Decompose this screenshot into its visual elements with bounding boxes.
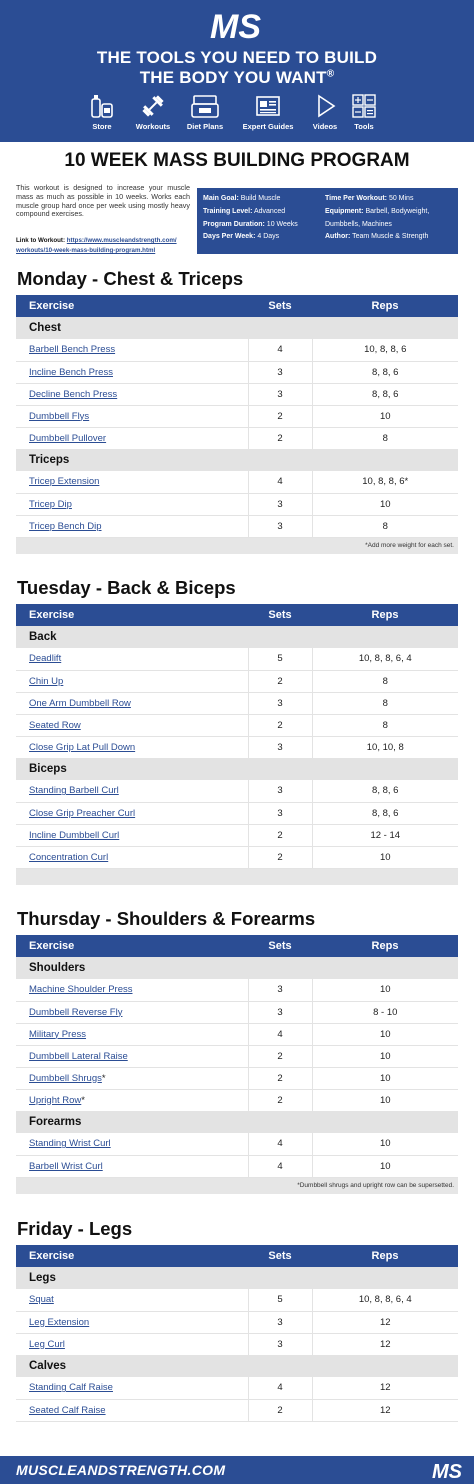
sets-value: 3: [248, 1333, 312, 1355]
sets-value: 3: [248, 1311, 312, 1333]
sets-value: 2: [248, 846, 312, 868]
exercise-link[interactable]: Concentration Curl: [29, 851, 109, 863]
table-row: [16, 1001, 458, 1023]
day-title-monday: Monday - Chest & Triceps: [17, 268, 244, 289]
workout-link-block: [16, 236, 192, 256]
col-reps: Reps: [312, 1245, 458, 1267]
info-author: Author: Team Muscle & Strength: [325, 233, 429, 240]
sets-value: 4: [248, 1133, 312, 1155]
reps-value: 10, 8, 8, 6: [312, 339, 458, 361]
group-row: Back: [16, 626, 458, 648]
table-row: [16, 1333, 458, 1355]
table-header: [16, 1245, 458, 1267]
sets-value: 5: [248, 648, 312, 670]
tools-icon: [351, 93, 377, 119]
group-row: Forearms: [16, 1111, 458, 1133]
info-main-goal: Main Goal: Build Muscle: [203, 195, 281, 202]
workout-link-cont[interactable]: workouts/10-week-mass-building-program.html: [16, 247, 156, 254]
table-row: [16, 979, 458, 1001]
col-exercise: Exercise: [16, 295, 248, 317]
day-title-friday: Friday - Legs: [17, 1218, 133, 1239]
reps-value: 8 - 10: [312, 1001, 458, 1023]
exercise-link[interactable]: Incline Bench Press: [29, 366, 113, 378]
exercise-link[interactable]: Close Grip Preacher Curl: [29, 807, 136, 819]
table-row: [16, 846, 458, 868]
table-footnote: *Add more weight for each set.: [16, 537, 458, 554]
col-exercise: Exercise: [16, 604, 248, 626]
sets-value: 4: [248, 1155, 312, 1177]
nav-diet-plans[interactable]: [170, 93, 240, 131]
col-sets: Sets: [248, 935, 312, 957]
reps-value: 10: [312, 1067, 458, 1089]
reps-value: 12: [312, 1377, 458, 1399]
program-info-box: [197, 188, 458, 254]
reps-value: 8: [312, 515, 458, 537]
exercise-link[interactable]: Standing Calf Raise: [29, 1382, 113, 1394]
page-title: 10 WEEK MASS BUILDING PROGRAM: [64, 150, 410, 171]
col-exercise: Exercise: [16, 1245, 248, 1267]
nav-expert-guides-label: Expert Guides: [242, 122, 294, 131]
table-footnote: *Dumbbell shrugs and upright row can be supersetted.: [16, 1177, 458, 1194]
sets-value: 4: [248, 1023, 312, 1045]
nav-tools[interactable]: [329, 93, 399, 131]
col-reps: Reps: [312, 604, 458, 626]
table-header: [16, 935, 458, 957]
ms-logo[interactable]: [210, 6, 264, 46]
exercise-link[interactable]: Dumbbell Flys: [29, 410, 90, 422]
info-equipment: Equipment: Barbell, Bodyweight,: [325, 208, 430, 215]
sets-value: 3: [248, 979, 312, 1001]
superset-mark: *: [81, 1094, 85, 1106]
table-row: [16, 383, 458, 405]
group-row: Triceps: [16, 449, 458, 471]
info-duration: Program Duration: 10 Weeks: [203, 221, 298, 228]
workout-table-tuesday: [16, 604, 458, 885]
expert-guides-icon: [254, 93, 282, 119]
table-row: [16, 339, 458, 361]
table-row: [16, 1399, 458, 1421]
table-row: [16, 824, 458, 846]
reps-value: 10: [312, 1023, 458, 1045]
sets-value: 3: [248, 383, 312, 405]
col-sets: Sets: [248, 1245, 312, 1267]
table-row: [16, 692, 458, 714]
exercise-link[interactable]: Dumbbell Pullover: [29, 432, 107, 444]
nav-videos-label: Videos: [312, 122, 338, 131]
exercise-link[interactable]: Dumbbell Lateral Raise: [29, 1050, 128, 1062]
table-row: [16, 1133, 458, 1155]
exercise-link[interactable]: Machine Shoulder Press: [29, 984, 133, 996]
ms-footer-logo[interactable]: [432, 1459, 464, 1481]
reps-value: 10, 8, 8, 6*: [312, 471, 458, 493]
table-row: [16, 780, 458, 802]
nav-workouts-label: Workouts: [135, 122, 171, 131]
table-row: [16, 714, 458, 736]
group-row: Biceps: [16, 758, 458, 780]
table-row: [16, 802, 458, 824]
exercise-link[interactable]: Military Press: [29, 1028, 87, 1040]
exercise-link[interactable]: Close Grip Lat Pull Down: [29, 741, 136, 753]
table-row: [16, 1089, 458, 1111]
nav-tools-label: Tools: [354, 122, 374, 131]
reps-value: 8: [312, 714, 458, 736]
sets-value: 3: [248, 736, 312, 758]
info-training-level: Training Level: Advanced: [203, 208, 286, 215]
nav-store-label: Store: [92, 122, 112, 131]
reps-value: 10: [312, 1155, 458, 1177]
reps-value: 10, 10, 8: [312, 736, 458, 758]
header-banner: [0, 0, 474, 142]
table-row: [16, 1045, 458, 1067]
reps-value: 12: [312, 1311, 458, 1333]
tagline-line2-text: THE BODY YOU WANT: [139, 68, 327, 87]
sets-value: 2: [248, 427, 312, 449]
reps-value: 8, 8, 6: [312, 361, 458, 383]
exercise-link[interactable]: Squat: [29, 1294, 54, 1306]
sets-value: 5: [248, 1289, 312, 1311]
group-row: Shoulders: [16, 957, 458, 979]
table-row: [16, 427, 458, 449]
day-title-thursday: Thursday - Shoulders & Forearms: [17, 908, 316, 929]
table-row: [16, 471, 458, 493]
col-reps: Reps: [312, 935, 458, 957]
sets-value: 2: [248, 714, 312, 736]
sets-value: 3: [248, 802, 312, 824]
table-row: [16, 1311, 458, 1333]
tagline-line2: [0, 68, 474, 88]
exercise-link[interactable]: Dumbbell Shrugs: [29, 1072, 102, 1084]
link-label: Link to Workout:: [16, 237, 66, 244]
nav-diet-plans-label: Diet Plans: [186, 122, 224, 131]
sets-value: 3: [248, 515, 312, 537]
workout-table-friday: [16, 1245, 458, 1422]
table-row: [16, 515, 458, 537]
exercise-link[interactable]: Tricep Extension: [29, 476, 100, 488]
exercise-link[interactable]: Tricep Bench Dip: [29, 520, 102, 532]
sets-value: 3: [248, 780, 312, 802]
exercise-link[interactable]: Dumbbell Reverse Fly: [29, 1006, 123, 1018]
col-reps: Reps: [312, 295, 458, 317]
sets-value: 3: [248, 361, 312, 383]
exercise-link[interactable]: Barbell Bench Press: [29, 344, 116, 356]
sets-value: 3: [248, 692, 312, 714]
reps-value: 12: [312, 1333, 458, 1355]
exercise-link[interactable]: Deadlift: [29, 653, 62, 665]
tagline-line1: THE TOOLS YOU NEED TO BUILD: [96, 48, 378, 67]
workout-link[interactable]: https://www.muscleandstrength.com/: [66, 237, 177, 244]
sets-value: 4: [248, 471, 312, 493]
reps-value: 8, 8, 6: [312, 383, 458, 405]
exercise-link[interactable]: Chin Up: [29, 675, 64, 687]
reps-value: 10, 8, 8, 6, 4: [312, 648, 458, 670]
sets-value: 2: [248, 670, 312, 692]
exercise-link[interactable]: Decline Bench Press: [29, 388, 118, 400]
col-exercise: Exercise: [16, 935, 248, 957]
exercise-link[interactable]: Barbell Wrist Curl: [29, 1160, 103, 1172]
group-row: Calves: [16, 1355, 458, 1377]
exercise-link[interactable]: Seated Calf Raise: [29, 1404, 106, 1416]
sets-value: 2: [248, 1089, 312, 1111]
info-equipment-cont: Dumbbells, Machines: [325, 221, 392, 228]
sets-value: 2: [248, 824, 312, 846]
sets-value: 4: [248, 1377, 312, 1399]
table-header: [16, 295, 458, 317]
program-intro: This workout is designed to increase your muscle mass as much as possible in 10 weeks. Works each muscle group hard once per week using mostly heavy compound exercises.: [16, 183, 190, 219]
table-row: [16, 1155, 458, 1177]
sets-value: 2: [248, 405, 312, 427]
col-sets: Sets: [248, 604, 312, 626]
exercise-link[interactable]: One Arm Dumbbell Row: [29, 697, 131, 709]
reps-value: 10: [312, 1089, 458, 1111]
registered-mark: ®: [326, 68, 335, 80]
sets-value: 4: [248, 339, 312, 361]
reps-value: 10: [312, 405, 458, 427]
sets-value: 3: [248, 1001, 312, 1023]
group-row: Legs: [16, 1267, 458, 1289]
reps-value: 10, 8, 8, 6, 4: [312, 1289, 458, 1311]
store-icon: [89, 93, 115, 119]
exercise-link[interactable]: Incline Dumbbell Curl: [29, 829, 120, 841]
reps-value: 10: [312, 1133, 458, 1155]
table-header: [16, 604, 458, 626]
sets-value: 2: [248, 1399, 312, 1421]
reps-value: 10: [312, 1045, 458, 1067]
footer-bar: [0, 1456, 474, 1484]
table-row: [16, 361, 458, 383]
day-title-tuesday: Tuesday - Back & Biceps: [17, 577, 236, 598]
reps-value: 12: [312, 1399, 458, 1421]
footer-site-link[interactable]: MUSCLEANDSTRENGTH.COM: [16, 1462, 226, 1478]
info-time: Time Per Workout: 50 Mins: [325, 195, 414, 202]
group-row: Chest: [16, 317, 458, 339]
sets-value: 3: [248, 493, 312, 515]
info-days: Days Per Week: 4 Days: [203, 233, 280, 240]
workouts-icon: [140, 93, 166, 119]
sets-value: 2: [248, 1045, 312, 1067]
exercise-link[interactable]: Seated Row: [29, 719, 81, 731]
reps-value: 8: [312, 427, 458, 449]
exercise-link[interactable]: Leg Extension: [29, 1316, 90, 1328]
exercise-link[interactable]: Leg Curl: [29, 1338, 65, 1350]
exercise-link[interactable]: Tricep Dip: [29, 498, 72, 510]
reps-value: 8: [312, 670, 458, 692]
reps-value: 12 - 14: [312, 824, 458, 846]
table-row: [16, 493, 458, 515]
table-row: [16, 670, 458, 692]
sets-value: 2: [248, 1067, 312, 1089]
workout-table-monday: [16, 295, 458, 554]
table-row: [16, 648, 458, 670]
superset-mark: *: [101, 1072, 106, 1084]
nav-icons: [0, 93, 474, 138]
exercise-link[interactable]: Standing Barbell Curl: [29, 785, 119, 797]
table-row: [16, 1067, 458, 1089]
reps-value: 10: [312, 846, 458, 868]
exercise-link[interactable]: Upright Row: [29, 1094, 82, 1106]
col-sets: Sets: [248, 295, 312, 317]
workout-table-thursday: [16, 935, 458, 1194]
reps-value: 8, 8, 6: [312, 780, 458, 802]
svg-text:MS: MS: [432, 1461, 462, 1481]
svg-text:MS: MS: [210, 8, 261, 46]
table-row: [16, 1023, 458, 1045]
exercise-link[interactable]: Standing Wrist Curl: [29, 1138, 111, 1150]
table-row: [16, 405, 458, 427]
reps-value: 10: [312, 979, 458, 1001]
table-row: [16, 736, 458, 758]
reps-value: 8: [312, 692, 458, 714]
table-row: [16, 1289, 458, 1311]
reps-value: 8, 8, 6: [312, 802, 458, 824]
diet-plans-icon: [190, 93, 220, 119]
table-row: [16, 1377, 458, 1399]
table-footnote: [16, 868, 458, 885]
reps-value: 10: [312, 493, 458, 515]
